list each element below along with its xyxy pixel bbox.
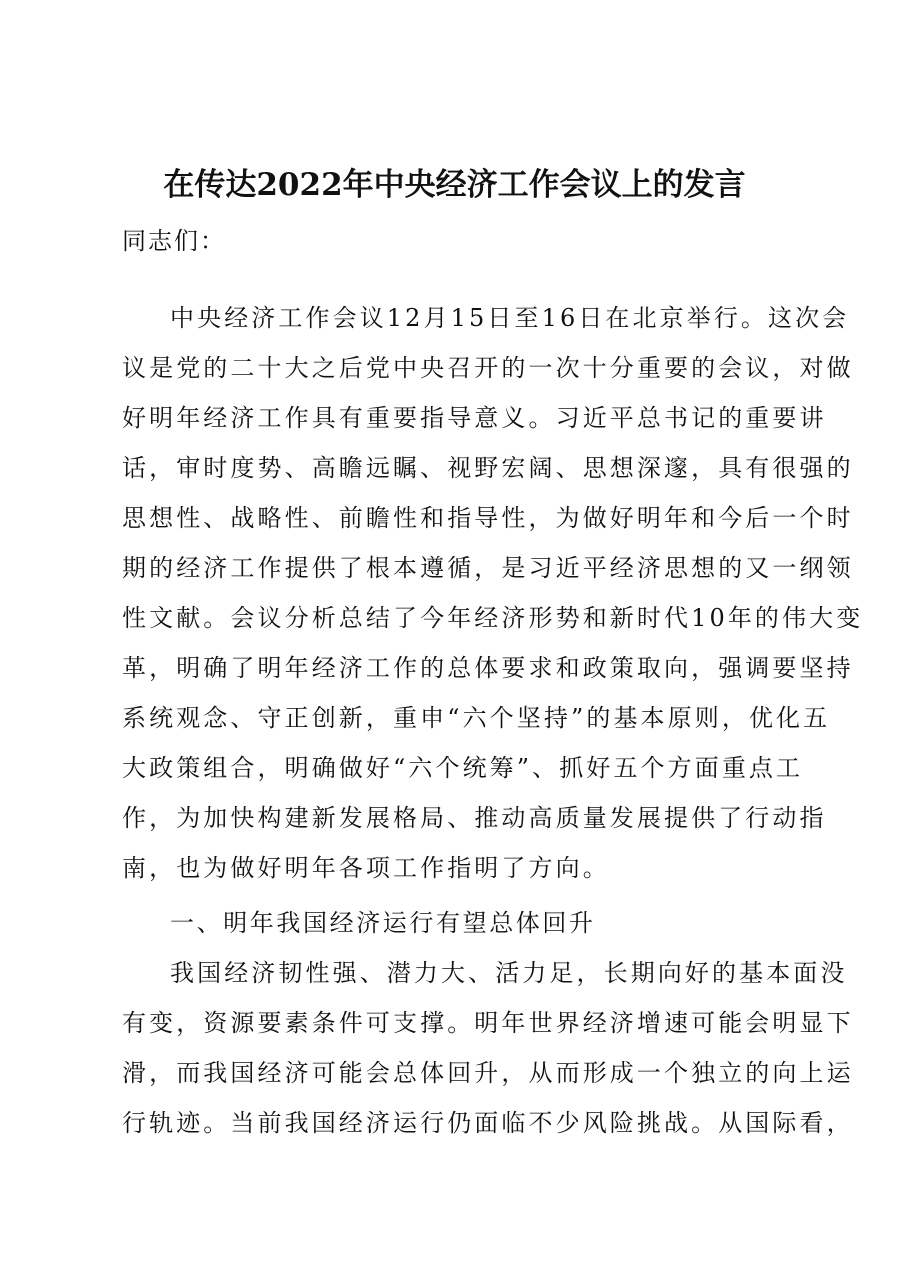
paragraph-line: 行轨迹。当前我国经济运行仍面临不少风险挑战。从国际看， — [122, 1109, 854, 1137]
document-title: 在传达2022年中央经济工作会议上的发言 — [163, 167, 746, 203]
paragraph-line: 大政策组合，明确做好“六个统筹”、抓好五个方面重点工 — [122, 754, 804, 782]
paragraph-line: 我国经济韧性强、潜力大、活力足，长期向好的基本面没 — [170, 959, 848, 987]
paragraph-line: 系统观念、守正创新，重申“六个坚持”的基本原则，优化五 — [122, 704, 831, 732]
paragraph-line: 中央经济工作会议12月15日至16日在北京举行。这次会 — [170, 304, 850, 332]
paragraph-line: 滑，而我国经济可能会总体回升，从而形成一个独立的向上运 — [122, 1059, 854, 1087]
paragraph-line: 革，明确了明年经济工作的总体要求和政策取向，强调要坚持 — [122, 654, 854, 682]
section-heading: 一、明年我国经济运行有望总体回升 — [170, 909, 596, 937]
paragraph-line: 有变，资源要素条件可支撑。明年世界经济增速可能会明显下 — [122, 1009, 854, 1037]
paragraph-line: 作，为加快构建新发展格局、推动高质量发展提供了行动指 — [122, 804, 827, 832]
paragraph-line: 期的经济工作提供了根本遵循，是习近平经济思想的又一纲领 — [122, 554, 854, 582]
paragraph-line: 议是党的二十大之后党中央召开的一次十分重要的会议，对做 — [122, 354, 854, 382]
paragraph-line: 性文献。会议分析总结了今年经济形势和新时代10年的伟大变 — [122, 604, 864, 632]
paragraph-line: 好明年经济工作具有重要指导意义。习近平总书记的重要讲 — [122, 404, 827, 432]
salutation: 同志们： — [122, 227, 226, 255]
paragraph-line: 南，也为做好明年各项工作指明了方向。 — [122, 854, 610, 882]
paragraph-line: 话，审时度势、高瞻远瞩、视野宏阔、思想深邃，具有很强的 — [122, 454, 854, 482]
paragraph-line: 思想性、战略性、前瞻性和指导性，为做好明年和今后一个时 — [122, 504, 854, 532]
